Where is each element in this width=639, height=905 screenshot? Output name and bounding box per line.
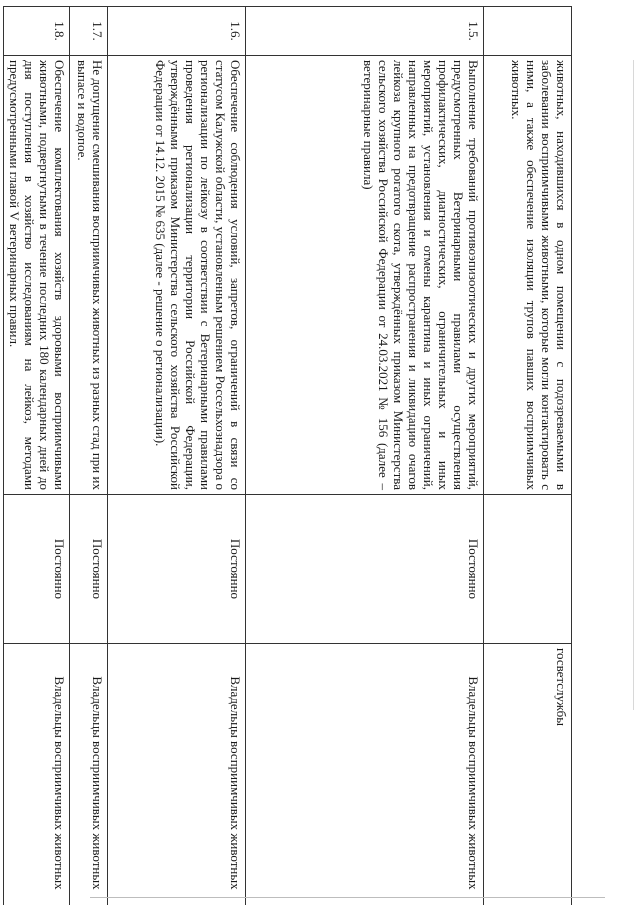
responsible-cell: Владельцы восприимчивых животных [246,644,484,905]
measure-text: Выполнение требований противоэпизоотических и других мероприятий, предусмотренных Ветеринарными правилами осуществления профилактических, диагностических, ограничительных и иных мероприятий, установления и отмены карантина и иных ограничений, направленных на предотвращение распространения и ликвидацию очагов лейкоза крупного рогатого скота, утверждённых приказом Министерства сельского хозяйства Российской Федерации от 24.03.2021 № 156 (далее – ветеринарные правила) [246,56,484,495]
table-row [4,7,70,905]
term-cell: Постоянно [246,495,484,644]
row-number: 1.7. [70,7,108,56]
row-number: 1.6. [108,7,246,56]
measure-text: Обеспечение комплектования хозяйств здоровыми восприимчивыми животными, подвергнутыми в течение последних 180 календарных дней до дня поступления в хозяйство исследованиям на лейкоз, методами предусмотренными главой V ветеринарных правил. [4,56,70,495]
term-cell: Постоянно [70,495,108,644]
responsible-cell: Владельцы восприимчивых животных [4,644,70,905]
row-number: 1.5. [246,7,484,56]
table-row [246,7,484,905]
table-row [70,7,108,905]
table-row [108,7,246,905]
measure-text: Не допущение смешивания восприимчивых животных из разных стад при их выпасе и водопое. [70,56,108,495]
term-cell: Постоянно [108,495,246,644]
term-cell [484,495,572,644]
measure-text: Обеспечение соблюдения условий, запретов, ограничений в связи со статусом Калужской области, установленным решением Россельхознадзора о регионализации по лейкозу в соответствии с Ветеринарными правилами проведения регионализации территории Российской Федерации, утверждёнными приказом Министерства сельского хозяйства Российской Федерации от 14.12. 2015 № 635 (далее - решение о регионализации). [108,56,246,495]
table-row [484,7,572,905]
term-cell: Постоянно [4,495,70,644]
row-number [484,7,572,56]
responsible-cell [484,644,572,905]
scan-edge-line [633,60,634,710]
measure-text: животных, находившихся в одном помещении с подозреваемыми в заболевании восприимчивыми животными, которые могли контактировать с ними, а также обеспечение изоляции трупов павших восприимчивых животных. [484,56,572,495]
responsible-cell: Владельцы восприимчивых животных [108,644,246,905]
responsible-cell: Владельцы восприимчивых животных [70,644,108,905]
responsible-text: госветслужбы [554,648,569,727]
measures-table [3,6,572,905]
row-number: 1.8. [4,7,70,56]
bottom-rule [90,897,605,898]
rotated-table-wrapper [7,6,572,890]
